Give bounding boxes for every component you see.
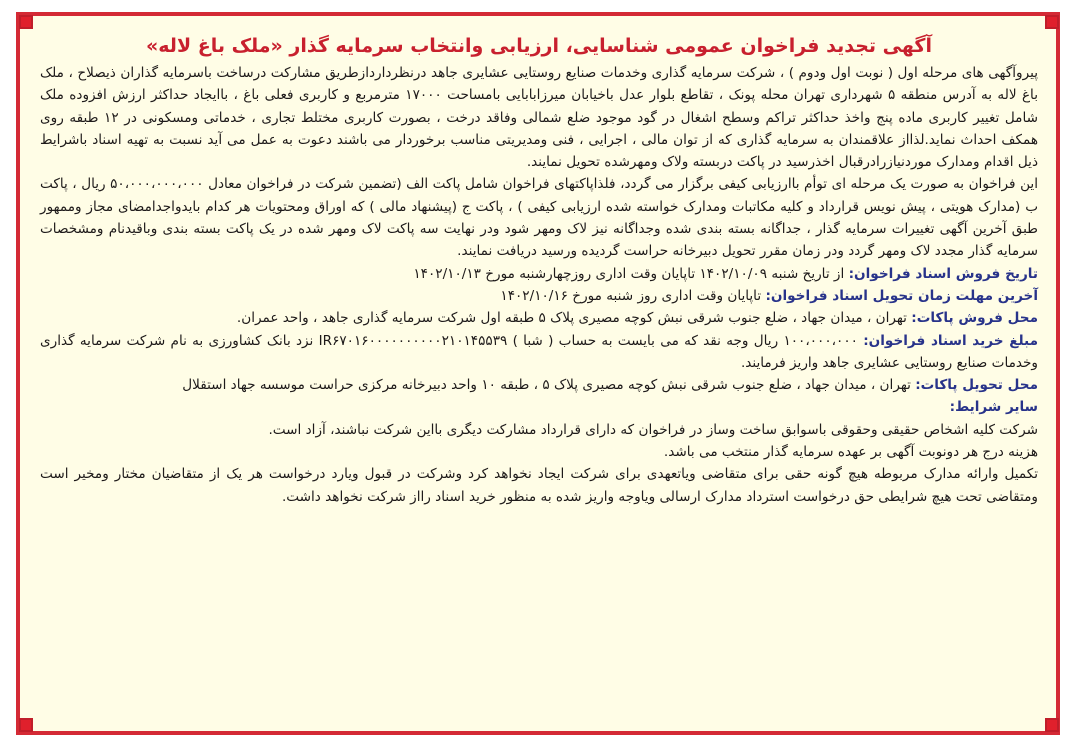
notice-body: [40, 32, 1038, 735]
detail-sale-location: [40, 307, 1038, 329]
detail-value: تاپایان وقت اداری روز شنبه مورخ ۱۴۰۲/۱۰/۱۶: [500, 287, 762, 304]
frame-corner-ornament: [19, 15, 33, 29]
intro-paragraph: پیروآگهی های مرحله اول ( نوبت اول ودوم ) ، شرکت سرمایه گذاری وخدمات صنایع روستایی عشایری جاهد درنظرداردازطریق مشارکت درساخت باسرمایه گذاران ذیصلاح ، ملک باغ لاله به آدرس منطقه ۵ شهرداری تهران محله پونک ، تقاطع بلوار عدل باخیابان میرزابابایی بامساحت ۱۷۰۰۰ مترمربع و کاربری فعلی باغ ، باایجاد حداکثر ارزش افزوده ملک شامل تغییر کاربری ماده پنج واخذ حداکثر تراکم وسطح اشغال در گود موجود ضلع شمالی وفاقد درخت ، بصورت کاربری مختلط تجاری ، خدماتی ومسکونی در ۱۲ طبقه روی همکف احداث نماید.لذااز علاقمندان به سرمایه گذاری که از توان مالی ، اجرایی ، فنی ومدیریتی مناسب برخوردار می باشند دعوت به عمل می آید نسبت به تهیه اسناد باشرایط ذیل اقدام ومدارک موردنیازرادرقبال اخذرسید در پاکت دربسته ولاک ومهرشده تحویل نمایند.: [40, 65, 1038, 171]
detail-delivery-location: [40, 374, 1038, 396]
detail-label: آخرین مهلت زمان تحویل اسناد فراخوان:: [765, 287, 1038, 304]
notice-title: آگهی تجدید فراخوان عمومی شناسایی، ارزیابی وانتخاب سرمایه گذار «ملک باغ لاله»: [146, 35, 932, 57]
frame-corner-ornament: [19, 718, 33, 732]
detail-label: مبلغ خرید اسناد فراخوان:: [863, 332, 1038, 349]
process-paragraph: این فراخوان به صورت یک مرحله ای توأم باارزیابی کیفی برگزار می گردد، فلذاپاکتهای فراخوان شامل پاکت الف (تضمین شرکت در فراخوان معادل ۵۰،۰۰۰،۰۰۰،۰۰۰ ریال ، پاکت ب (مدارک هویتی ، پیش نویس قرارداد و کلیه مکاتبات ومدارک خواسته شده ارزیابی کیفی ) ، پاکت ج (پیشنهاد مالی ) که اوراق ومحتویات هر کدام بایدواجدامضای مجاز وممهور طبق آخرین آگهی تغییرات سرمایه گذار ، جداگانه بسته بندی شده وجداگانه نیز لاک ومهر شود ودر نهایت سه پاکت لاک ومهر شده در یک پاکت بسته بندی وباقیدنام ومشخصات سرمایه گذار مجدد لاک ومهر گردد ودر زمان مقرر تحویل دبیرخانه حراست گردیده ورسید دریافت نمایند.: [40, 176, 1038, 260]
frame-corner-ornament: [1045, 15, 1059, 29]
condition-item: هزینه درج هر دونوبت آگهی بر عهده سرمایه گذار منتخب می باشد.: [663, 444, 1038, 461]
detail-deadline: [40, 285, 1038, 307]
detail-label: تاریخ فروش اسناد فراخوان:: [848, 265, 1038, 282]
detail-purchase-amount: [40, 330, 1038, 375]
detail-label: محل تحویل پاکات:: [915, 377, 1038, 394]
condition-item: شرکت کلیه اشخاص حقیقی وحقوقی باسوابق ساخت وساز در فراخوان که دارای قرارداد مشارکت دیگری بااین شرکت نباشند، آزاد است.: [268, 421, 1038, 438]
frame-corner-ornament: [1045, 718, 1059, 732]
other-conditions-heading: سایر شرایط:: [949, 399, 1038, 416]
detail-value: ۱۰۰،۰۰۰،۰۰۰ ریال وجه نقد که می بایست به حساب ( شبا ) IR۶۷۰۱۶۰۰۰۰۰۰۰۰۰۰۲۱۰۱۴۵۵۳۹ نزد بانک کشاورزی به نام شرکت سرمایه گذاری وخدمات صنایع روستایی عشایری جاهد واریز فرمایند.: [40, 332, 1038, 371]
detail-sale-date: [40, 263, 1038, 285]
detail-value: از تاریخ شنبه ۱۴۰۲/۱۰/۰۹ تاپایان وقت اداری روزچهارشنبه مورخ ۱۴۰۲/۱۰/۱۳: [413, 265, 845, 282]
detail-label: محل فروش پاکات:: [911, 310, 1038, 327]
detail-value: تهران ، میدان جهاد ، ضلع جنوب شرقی نبش کوچه مصیری پلاک ۵ ، طبقه ۱۰ واحد دبیرخانه مرکزی حراست موسسه جهاد استقلال: [182, 377, 911, 394]
condition-item: تکمیل وارائه مدارک مربوطه هیچ گونه حقی برای متقاضی ویاتعهدی برای شرکت ایجاد نخواهد کرد وشرکت در قبول ویارد درخواست هر یک از متقاضیان مختار ومخیر است ومتقاضی تحت هیچ شرایطی حق درخواست استرداد مدارک ارسالی ویاوجه واریز شده به منظور خرید اسناد رااز شرکت نخواهد داشت.: [40, 466, 1038, 505]
detail-value: تهران ، میدان جهاد ، ضلع جنوب شرقی نبش کوچه مصیری پلاک ۵ طبقه اول شرکت سرمایه گذاری جاهد ، واحد عمران.: [236, 310, 907, 327]
